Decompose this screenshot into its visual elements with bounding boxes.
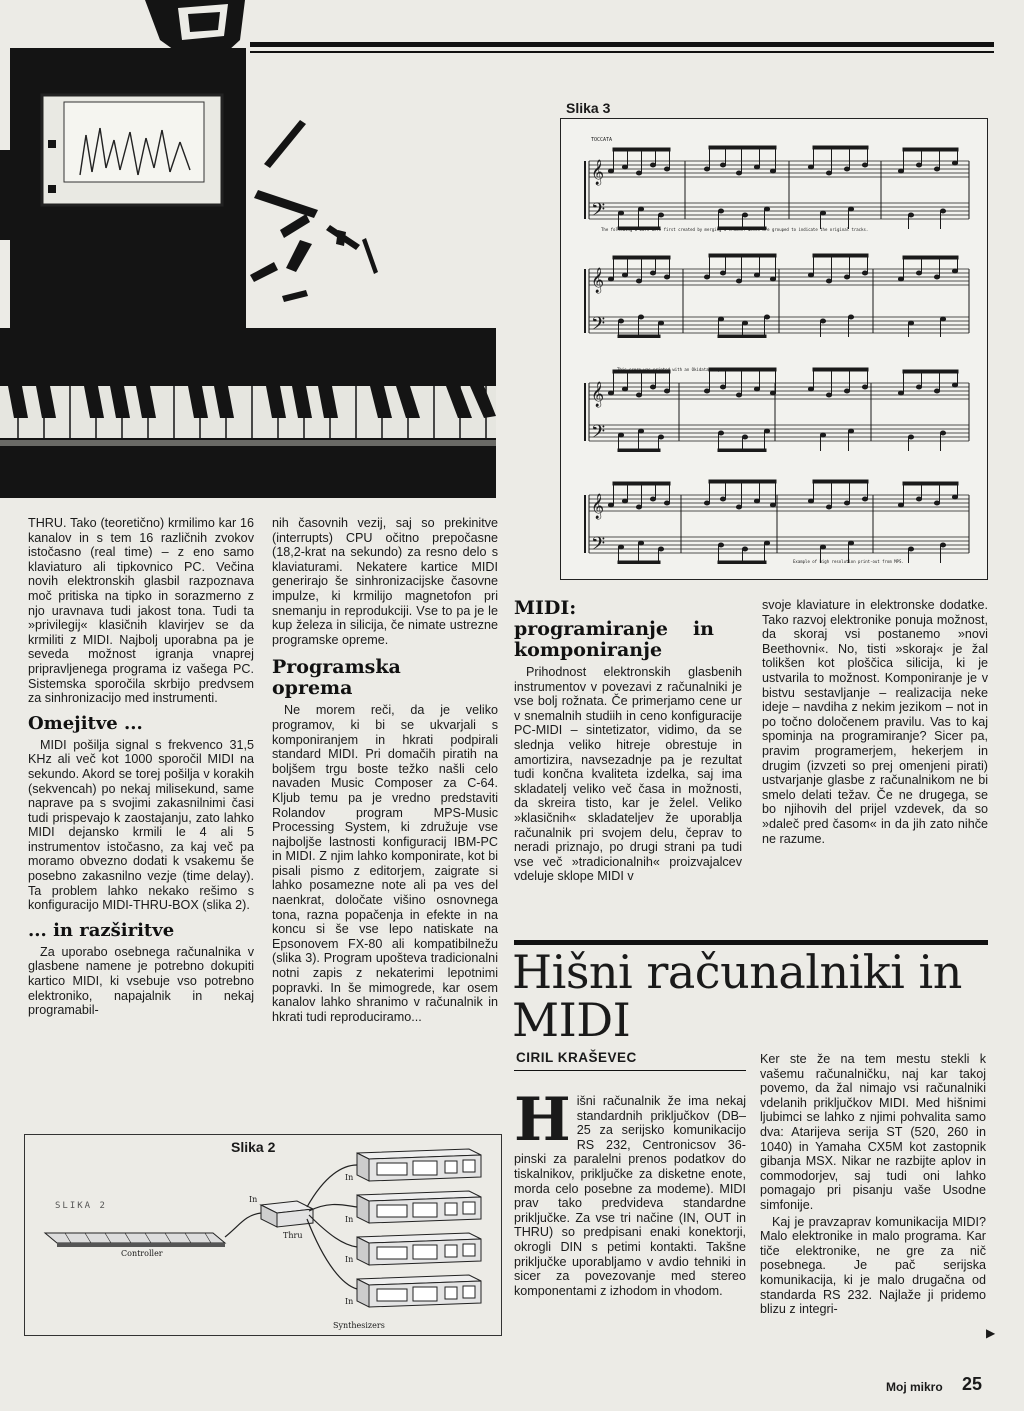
heading-razsiritve: ... in razširitve bbox=[28, 919, 175, 941]
col3-paragraph-1: Prihodnost elektronskih glasbenih instrumentov v povezavi z računalniki je vse bolj rožnata. Če primerjamo cene ur v snemalnih studiih in ceno konfiguracije PC-MIDI – sintetizator, vidimo, da se slednja veliko hitreje obrestuje in amortizira, navsezadnje pa je rezultat tudi končna kvaliteta izdelka, saj ima skladatelj veliko več časa in možnosti, da skreira tisto, kar je želel. Veliko »klasičnih« skladateljev že uporablja računalnik pri svojem delu, čeprav to neradi priznajo, po drugi strani pa tudi vse več »tradicionalnih« proizvajalcev vdeluje sklope MIDI v bbox=[514, 665, 742, 884]
article2-author-rule bbox=[514, 1070, 746, 1071]
column-2 bbox=[272, 516, 498, 1026]
dropcap-h: H bbox=[514, 1085, 571, 1155]
svg-text:𝄢: 𝄢 bbox=[591, 200, 606, 225]
score-note-2: This score was printed with an Okidata 92 printer. bbox=[617, 367, 738, 372]
continue-arrow: ▶ bbox=[986, 1326, 996, 1340]
article2-paragraph-1: išni računalnik že ima nekaj standardnih priključkov (DB–25 za serijsko komunikacijo RS 232, Centronicsov 36-pinski za paralelni prenos podatkov do tiskalnikov, priključke za disketne enote, morda celo posebne za modeme). MIDI prav tako predvideva standardne priključke. Za vse tri načine (IN, OUT in THRU) so predpisani enaki konektorji, okrogli DIN s petimi kontakti. Takšne priključke uporabljamo v avdio tehniki in sicer za povezovanje med stereo komponentami z izhodom in vhodom. bbox=[514, 1094, 746, 1298]
slika3-score-figure bbox=[560, 118, 988, 580]
label-thru: Thru bbox=[283, 1231, 303, 1240]
slika3-caption: Slika 3 bbox=[566, 100, 611, 116]
label-in-1: In bbox=[345, 1173, 354, 1182]
footer-page-number: 25 bbox=[962, 1374, 983, 1394]
article2-paragraph-2: Ker ste že na tem mestu stekli k vašemu računalničku, naj kar takoj povemo, da žal nimajo vsi računalniki vdelanih priključkov MIDI. Med hišnimi ljubimci se lahko z njimi pohvalita samo dva: Atarijeva serija ST (520, 260 in 1040) in Yamaha CX5M kot zastopnik gibanja MSX. Nikar ne razbijte aplov in commodorjev, saj tudi oni lahko pomagajo pri pisanju vaše Usodne simfonije. bbox=[760, 1052, 986, 1212]
computer-keyboard-photo bbox=[0, 0, 500, 498]
footer-magazine-name: Moj mikro bbox=[886, 1380, 943, 1394]
slika2-figure bbox=[24, 1134, 502, 1336]
col1-paragraph-3: Za uporabo osebnega računalnika v glasbene namene je potrebno dokupiti kartico MIDI, ki vsebuje vso potrebno elektroniko, napajalnik in nekaj programabil- bbox=[28, 944, 254, 1018]
col4-paragraph-1: svoje klaviature in elektronske dodatke. Tako razvoj elektronike ponuja možnost, da skoraj vsi postanemo »novi Beethovni«. No, tisti »skoraj« je žal tolikšen kot ploščica silicija, ki je ustvarila to možnost. Komponiranje je v bistvu sestavljanje – realizacija neke ideje – navdiha z nekim jezikom – not in po točno določenem pravilu. Vas to kaj spominja na programiranje? Sicer pa, pravim programerjem, hekerjem in drugim (izvzeti so prej omenjeni pirati) ustvarjanje glasbe z računalnikom ne bi smelo delati težav. Če ne drugega, se bo njihovih del prijel vzdevek, da so »daleč pred časom« in da jih zato nihče ne razume. bbox=[762, 598, 988, 846]
label-in-2: In bbox=[345, 1215, 354, 1224]
label-controller: Controller bbox=[121, 1249, 163, 1258]
article2-column-b bbox=[760, 1052, 986, 1319]
column-1 bbox=[28, 516, 254, 1020]
heading-omejitve: Omejitve ... bbox=[28, 712, 143, 734]
score-note-3: Example of high resolution print-out from MPS. bbox=[793, 559, 904, 564]
heading-midi-programiranje: MIDI: programiranje in komponiranje bbox=[514, 597, 714, 661]
column-3 bbox=[514, 598, 742, 886]
label-in-4: In bbox=[345, 1297, 354, 1306]
col1-paragraph-2: MIDI pošilja signal s frekvenco 31,5 KHz ali več kot 1000 sporočil MIDI na sekundo. Akord se torej pošilja v korakih (sekvencah) po nekaj milisekund, same naprave pa s svojimi zakasnilnimi časi tudi prispevajo k zaostajanju, zato lahko MIDI dejansko krmili le 4 ali 5 instrumentov istočasno, za kaj več pa moramo obvezno dodati k vsakemu še posebno zakasnilno vezje (time delay). Ta problem lahko nekako rešimo s konfiguracijo MIDI-THRU-BOX (slika 2). bbox=[28, 737, 254, 913]
slika2-inset-label: SLIKA 2 bbox=[55, 1201, 107, 1211]
column-4 bbox=[762, 598, 988, 848]
svg-text:𝄞: 𝄞 bbox=[591, 382, 605, 407]
article2-column-a bbox=[514, 1085, 746, 1300]
slika2-caption: Slika 2 bbox=[231, 1139, 276, 1155]
heading-programska-oprema: Programska oprema bbox=[272, 656, 401, 700]
score-note-1: The following 8 bars were first created by merging 3 tracks. Notes are grouped to indicate the original tracks. bbox=[601, 227, 869, 232]
svg-text:𝄢: 𝄢 bbox=[591, 422, 606, 447]
svg-text:𝄢: 𝄢 bbox=[591, 314, 606, 339]
score-title: TOCCATA bbox=[591, 137, 613, 143]
label-in-3: In bbox=[345, 1255, 354, 1264]
article2-author: CIRIL KRAŠEVEC bbox=[516, 1050, 637, 1065]
svg-text:𝄞: 𝄞 bbox=[591, 494, 605, 519]
article2-title: Hišni računalniki in MIDI bbox=[512, 945, 962, 1047]
col1-paragraph-1: THRU. Tako (teoretično) krmilimo kar 16 kanalov in s tem 16 različnih zvokov istočasno (real time) – z eno samo klaviaturo ali tipkovnico PC. Večina novih elektronskih glasbil razpoznava moč pritiska na tipko in sorazmerno z njo uravnava tudi jakost tona. Tudi ta »privilegij« klasičnih klavirjev se da krmiliti z MIDI. Najbolj uporabna pa je seveda možnost igranja vnaprej pripravljenega programa iz vašega PC. Sistemska sporočila skrbijo predvsem za sinhronizacijo med instrumenti. bbox=[28, 516, 254, 706]
article2-paragraph-3: Kaj je pravzaprav komunikacija MIDI? Malo elektronike in malo programa. Kar tiče elektronike, ne gre za nič posebnega. Je pač serijska komunikacija, ki je malo drugačna od standarda RS 232. Najlaže ji pridemo blizu z integri- bbox=[760, 1214, 986, 1317]
svg-text:𝄞: 𝄞 bbox=[591, 268, 605, 293]
svg-text:𝄞: 𝄞 bbox=[591, 160, 605, 185]
svg-text:𝄢: 𝄢 bbox=[591, 534, 606, 559]
col2-paragraph-1: nih časovnih vezij, saj so prekinitve (interrupts) CPU očitno prepočasne (18,2-krat na sekundo) za resno delo s klaviaturami. Nekatere kartice MIDI generirajo še sinhronizacijske časovne impulze, ki krmilijo magnetofon pri snemanju in reprodukciji. Vse to pa je le kup železa in silicija, če nimate ustrezne programske opreme. bbox=[272, 516, 498, 647]
label-in-thru: In bbox=[249, 1195, 258, 1204]
label-synthesizers: Synthesizers bbox=[333, 1321, 385, 1330]
col2-paragraph-2: Ne morem reči, da je veliko programov, ki bi se ukvarjali s komponiranjem in hkrati podpirali standard MIDI. Pri domačih piratih na boljšem trgu boste težko našli celo navaden Music Composer za C-64. Kljub temu pa je vredno predstaviti Rolandov program MPS-Music Processing System, ki združuje vse najboljše lastnosti konfiguracij IBM-PC in MIDI. Z njim lahko komponirate, kot bi pisali pismo z editorjem, zaigrate si lahko posamezne note ali pa ves del naenkrat, določate višino osnovnega tona, razna popačenja in efekte in na koncu si še vse lepo natiskate na Epsonovem FX-80 ali kompatibilnežu (slika 3). Program upošteva tradicionalni notni zapis z nekaterimi lepotnimi popravki. In še mimogrede, kar osem kanalov lahko shranimo v računalnik in hkrati tudi reproduciramo... bbox=[272, 703, 498, 1024]
